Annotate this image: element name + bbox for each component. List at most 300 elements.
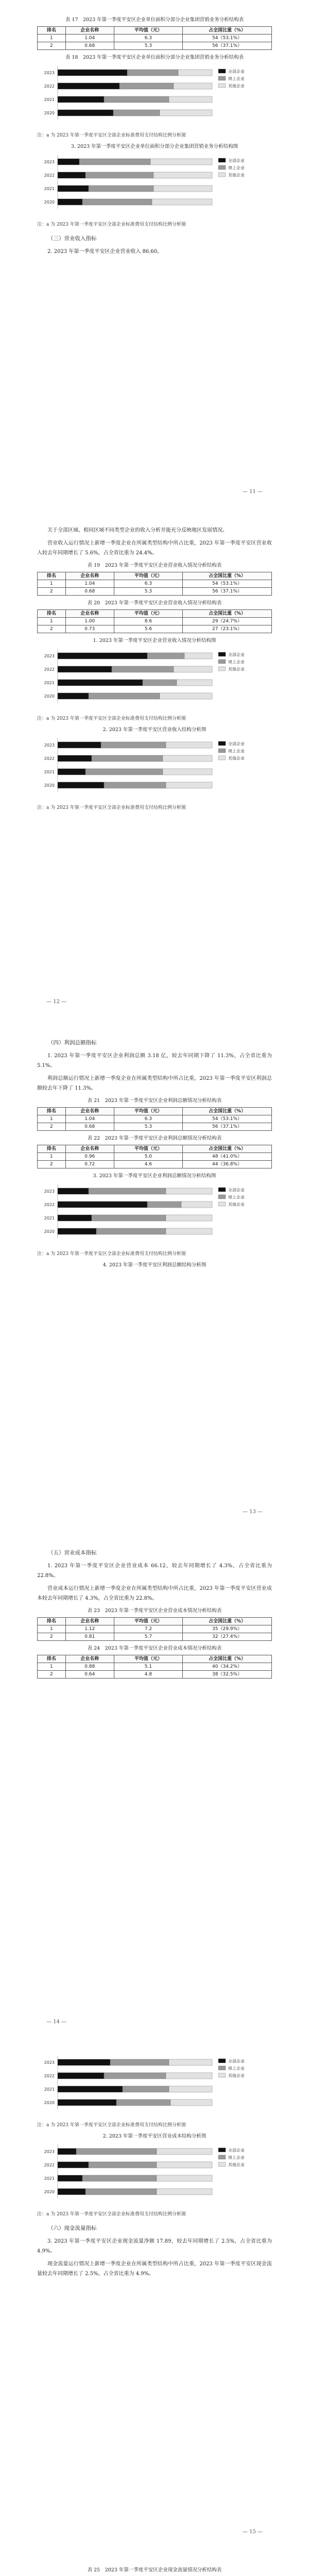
bar-segment (58, 653, 147, 659)
page-number: — 12 — (46, 999, 67, 1005)
bar-chart (37, 647, 272, 713)
bar-segment (58, 2059, 110, 2065)
chart-note: 注：a 为 2023 年第一季度平安区全部企业标准费用支付结构比例分析图 (37, 805, 186, 810)
bar-segment (127, 70, 178, 76)
body-paragraph: 1. 2023 年第一季度平安区企业营业成本 66.12，较去年同期增长了 4.3%，占全省比重为 22.8%。 (37, 1563, 272, 1579)
body-paragraph: 关于全部区域、相同区域不同类型企业的收入分析并能充分反映地区发展情况。 (47, 528, 228, 533)
figure-caption: 表 25 2023 年第一季度平安区企业现金流量情况分析结构表 (87, 2567, 222, 2573)
body-paragraph: 营业成本运行情况上新增一季度企业在所属类型结构中所占比重，2023 年第一季度平安区营业成本较去年同期增长了 4.3%，占全省比重为 22.8%。 (37, 1586, 272, 1601)
bar-segment (58, 2099, 116, 2106)
bar-segment (58, 159, 79, 165)
category-label: 2022 (44, 173, 55, 178)
category-label: 2020 (44, 200, 55, 205)
bar-segment (58, 1228, 96, 1234)
legend-swatch (218, 652, 226, 656)
table-cell: 5.1 (114, 1663, 182, 1671)
legend-label: 规上企业 (228, 2155, 245, 2160)
bar-segment (89, 693, 160, 699)
bar-segment (157, 2148, 212, 2155)
report-page (0, 1020, 309, 1530)
legend-label: 全部企业 (228, 741, 245, 747)
table-cell: 48（41.0%） (183, 1153, 272, 1161)
legend-swatch (218, 2066, 226, 2070)
bar-segment (58, 2189, 85, 2195)
legend-swatch (218, 2162, 226, 2166)
bar-segment (58, 2086, 123, 2092)
category-label: 2020 (44, 2190, 55, 2194)
table-cell: 40（34.2%） (183, 1663, 272, 1671)
table-cell: 4.6 (114, 1161, 182, 1168)
figure-caption: 2. 2023 年第一季度平安区营业成本结构分析图 (102, 2133, 207, 2139)
table-cell: 1.12 (65, 1625, 114, 1633)
table-cell: 0.96 (65, 1153, 114, 1161)
table-cell: 27（23.1%） (183, 625, 272, 633)
bar-segment (58, 742, 101, 748)
table-cell: 38（32.5%） (183, 1671, 272, 1679)
bar-segment (92, 755, 163, 761)
table-cell: 0.68 (65, 588, 114, 596)
table-row (38, 1671, 272, 1679)
table-header-cell: 企业名称 (65, 610, 114, 618)
figure-caption: 2. 2023 年第一季度平安区营业收入结构分析图 (102, 727, 207, 733)
figure-caption: 表 17 2023 年第一季度平安区企业单位面积分部分企业集团营销业务分析结构表 (65, 17, 244, 23)
category-label: 2021 (44, 97, 55, 102)
category-label: 2021 (44, 2176, 55, 2181)
legend-swatch (218, 1188, 226, 1192)
table-cell: 5.3 (114, 1123, 182, 1131)
data-table (37, 1145, 272, 1168)
report-page (0, 0, 309, 510)
table-header-cell: 平均值（元） (114, 1145, 182, 1153)
bar-segment (101, 742, 166, 748)
bar-segment (178, 70, 212, 76)
bar-segment (58, 96, 104, 103)
bar-segment (169, 2086, 212, 2092)
bar-segment (58, 185, 89, 192)
category-label: 2022 (44, 667, 55, 672)
figure-caption: 表 24 2023 年第一季度平安区企业营业成本情况分析结构表 (87, 1646, 222, 1651)
bar-segment (89, 2162, 157, 2168)
category-label: 2021 (44, 2087, 55, 2092)
figure-caption: 表 21 2023 年第一季度平安区企业利润总额情况分析结构表 (87, 1098, 222, 1104)
legend-label: 其他企业 (228, 173, 245, 178)
bar-segment (119, 83, 174, 89)
table-header-cell: 占全国比重（%） (183, 572, 272, 580)
bar-segment (85, 172, 153, 178)
bar-segment (150, 159, 212, 165)
table-cell: 6.3 (114, 35, 182, 42)
legend-swatch (218, 1195, 226, 1199)
table-header-cell: 排名 (38, 572, 66, 580)
table-cell: 0.72 (65, 1161, 114, 1168)
legend-label: 其他企业 (228, 667, 245, 672)
bar-segment (112, 666, 174, 672)
legend-swatch (218, 2155, 226, 2159)
bar-segment (153, 172, 212, 178)
bar-segment (58, 782, 104, 788)
bar-segment (58, 70, 127, 76)
category-label: 2023 (44, 1189, 55, 1194)
table-row (38, 625, 272, 633)
table-header-cell: 占全国比重（%） (183, 1145, 272, 1153)
table-cell: 1.00 (65, 618, 114, 625)
table-cell: 0.68 (65, 1123, 114, 1131)
table-cell: 8.6 (114, 618, 182, 625)
table-cell: 1 (38, 1663, 66, 1671)
bar-segment (123, 2086, 169, 2092)
table-header-cell: 排名 (38, 1655, 66, 1663)
legend-swatch (218, 173, 226, 177)
bar-segment (147, 1201, 181, 1208)
chart-note: 注：a 为 2023 年第一季度平安区全部企业标准费用支付结构比例分析图 (37, 716, 186, 721)
category-label: 2023 (44, 2060, 55, 2065)
body-paragraph: 2. 2023 年第一季度平安区企业营业收入 86.60。 (47, 249, 163, 255)
bar-segment (58, 83, 119, 89)
body-paragraph: 现金流量运行情况上新增一季度企业在所属类型结构中所占比重，2023 年第一季度平安区现金流量较去年同期增长了 2.5%，占全省比重为 4.9%。 (37, 2261, 272, 2277)
bar-segment (177, 680, 212, 686)
legend-swatch (218, 2148, 226, 2152)
table-cell: 56（37.1%） (183, 42, 272, 50)
table-row (38, 35, 272, 42)
category-label: 2022 (44, 2163, 55, 2167)
bar-segment (166, 1215, 212, 1221)
figure-caption: 表 20 2023 年第一季度平安区企业营业收入情况分析结构表 (87, 600, 222, 606)
table-row (38, 1625, 272, 1633)
table-cell: 2 (38, 588, 66, 596)
legend-swatch (218, 165, 226, 170)
table-cell: 5.7 (114, 1633, 182, 1641)
legend-swatch (218, 741, 226, 745)
figure-caption: 1. 2023 年第一季度平安区企业营业收入情况分析结构图 (93, 638, 216, 643)
bar-segment (58, 769, 85, 775)
bar-segment (163, 755, 212, 761)
category-label: 2021 (44, 770, 55, 774)
table-cell: 35（29.9%） (183, 1625, 272, 1633)
bar-segment (104, 2073, 166, 2079)
table-cell: 0.68 (65, 42, 114, 50)
category-label: 2023 (44, 743, 55, 748)
bar-segment (181, 1201, 212, 1208)
table-cell: 1 (38, 1153, 66, 1161)
chart-note: 注：a 为 2023 年第一季度平安区全部企业标准费用支付结构比例分析图 (37, 2123, 186, 2128)
table-header-cell: 平均值（元） (114, 572, 182, 580)
report-page (0, 2040, 309, 2550)
bar-segment (58, 755, 92, 761)
category-label: 2022 (44, 1202, 55, 1207)
bar-chart (37, 153, 272, 219)
legend-swatch (218, 69, 226, 73)
legend-label: 其他企业 (228, 83, 245, 89)
body-paragraph: 1. 2023 年第一季度平安区企业利润总额 3.18 亿，较去年同期下降了 11.3%，占全省比重为 5.1%。 (37, 1053, 272, 1069)
bar-segment (169, 2059, 212, 2065)
bar-chart (37, 1182, 272, 1248)
bar-segment (174, 666, 212, 672)
bar-segment (170, 2099, 212, 2106)
table-header-cell: 排名 (38, 1108, 66, 1115)
bar-segment (58, 110, 113, 116)
bar-chart (37, 2054, 272, 2120)
bar-segment (58, 1201, 147, 1208)
legend-label: 规上企业 (228, 76, 245, 81)
table-cell: 1 (38, 580, 66, 588)
data-table (37, 1617, 272, 1641)
table-cell: 1 (38, 35, 66, 42)
table-row (38, 1663, 272, 1671)
chart-note: 注：a 为 2023 年第一季度平安区全部企业标准费用支付结构比例分析图 (37, 222, 186, 227)
figure-caption: 表 19 2023 年第一季度平安区企业营业收入情况分析结构表 (87, 563, 222, 568)
table-row (38, 580, 272, 588)
bar-segment (58, 199, 82, 205)
bar-segment (157, 2162, 212, 2168)
category-label: 2020 (44, 783, 55, 788)
body-paragraph: 利润总额运行情况上新增一季度企业在所属类型结构中所占比重，2023 年第一季度平安区利润总额较去年下降了 11.3%。 (37, 1076, 272, 1091)
report-page (0, 1530, 309, 2040)
legend-swatch (218, 158, 226, 162)
table-header-cell: 排名 (38, 1618, 66, 1625)
bar-segment (110, 2059, 169, 2065)
page-number: — 15 — (242, 2529, 263, 2535)
category-label: 2020 (44, 111, 55, 115)
bar-segment (79, 159, 150, 165)
table-header-cell: 平均值（元） (114, 27, 182, 35)
category-label: 2022 (44, 756, 55, 761)
legend-swatch (218, 76, 226, 80)
bar-segment (166, 742, 212, 748)
bar-segment (96, 1228, 166, 1234)
bar-chart (37, 64, 272, 130)
table-cell: 1 (38, 1115, 66, 1123)
legend-label: 全部企业 (228, 1188, 245, 1193)
bar-segment (58, 2162, 89, 2168)
table-header-cell: 平均值（元） (114, 1618, 182, 1625)
table-cell: 2 (38, 625, 66, 633)
table-header-cell: 企业名称 (65, 1145, 114, 1153)
bar-segment (58, 1188, 89, 1194)
legend-label: 规上企业 (228, 1195, 245, 1200)
table-header-cell: 平均值（元） (114, 1655, 182, 1663)
table-cell: 54（53.1%） (183, 35, 272, 42)
table-cell: 0.64 (65, 1671, 114, 1679)
category-label: 2023 (44, 160, 55, 164)
category-label: 2021 (44, 681, 55, 685)
bar-chart (37, 2143, 272, 2209)
bar-segment (143, 680, 177, 686)
table-row (38, 42, 272, 50)
bar-segment (160, 110, 212, 116)
table-cell: 0.73 (65, 625, 114, 633)
bar-segment (76, 2148, 157, 2155)
table-cell: 5.3 (114, 42, 182, 50)
body-paragraph: 3. 2023 年第一季度平安区企业现金流量净额 17.89，较去年同期增长了 2.5%，占全省比重为 4.9%。 (37, 2239, 272, 2254)
table-cell: 54（53.1%） (183, 1115, 272, 1123)
category-label: 2022 (44, 84, 55, 89)
table-cell: 44（36.8%） (183, 1161, 272, 1168)
bar-segment (153, 185, 212, 192)
bar-segment (163, 769, 212, 775)
legend-swatch (218, 83, 226, 88)
data-table (37, 609, 272, 633)
table-cell: 5.6 (114, 625, 182, 633)
section-heading: （六）现金流量指标 (48, 2225, 97, 2231)
page-number: — 11 — (242, 489, 263, 495)
bar-segment (166, 1228, 212, 1234)
page-number: — 13 — (242, 1509, 263, 1515)
bar-segment (169, 96, 212, 103)
legend-label: 其他企业 (228, 756, 245, 761)
table-row (38, 1633, 272, 1641)
bar-segment (166, 2073, 212, 2079)
table-cell: 29（24.7%） (183, 618, 272, 625)
chart-note: 注：a 为 2023 年第一季度平安区全部企业标准费用支付结构比例分析图 (37, 2212, 186, 2217)
legend-label: 规上企业 (228, 165, 245, 171)
legend-swatch (218, 756, 226, 760)
figure-caption: 3. 2023 年第一季度平安区企业利润总额情况分析结构图 (93, 1173, 216, 1179)
category-label: 2023 (44, 654, 55, 658)
table-cell: 32（27.4%） (183, 1633, 272, 1641)
legend-label: 全部企业 (228, 158, 245, 163)
legend-swatch (218, 1202, 226, 1206)
table-header-cell: 占全国比重（%） (183, 27, 272, 35)
table-cell: 56（37.1%） (183, 588, 272, 596)
table-cell: 2 (38, 42, 66, 50)
table-cell: 5.3 (114, 588, 182, 596)
table-row (38, 1123, 272, 1131)
section-heading: （五）营业成本指标 (48, 1550, 97, 1556)
table-header-cell: 排名 (38, 1145, 66, 1153)
table-cell: 0.88 (65, 1663, 114, 1671)
table-cell: 6.3 (114, 580, 182, 588)
table-header-cell: 排名 (38, 610, 66, 618)
bar-segment (104, 782, 166, 788)
legend-label: 规上企业 (228, 749, 245, 754)
bar-segment (184, 653, 212, 659)
bar-segment (147, 653, 184, 659)
bar-segment (58, 2175, 82, 2181)
legend-swatch (218, 2059, 226, 2063)
bar-segment (116, 2099, 170, 2106)
legend-swatch (218, 749, 226, 753)
table-cell: 2 (38, 1633, 66, 1641)
bar-segment (58, 2073, 104, 2079)
data-table (37, 26, 272, 50)
page-number: — 14 — (46, 2019, 67, 2025)
table-cell: 1 (38, 1625, 66, 1633)
table-cell: 4.8 (114, 1671, 182, 1679)
bar-segment (166, 1188, 212, 1194)
figure-caption: 3. 2023 年第一季度平安区企业单位面积分部分企业集团营销业务分析结构图 (71, 144, 238, 149)
table-cell: 56（37.1%） (183, 1123, 272, 1131)
figure-caption: 表 23 2023 年第一季度平安区企业营业成本情况分析结构表 (87, 1608, 222, 1614)
body-paragraph: 营业收入运行情况上新增一季度企业在所属类型结构中所占比重，2023 年第一季度平安区营业收入较去年同期增长了 5.6%，占全省比重为 24.4%。 (37, 540, 272, 556)
legend-label: 全部企业 (228, 2148, 245, 2153)
table-cell: 7.2 (114, 1625, 182, 1633)
report-page (0, 510, 309, 1020)
bar-segment (82, 199, 152, 205)
bar-segment (166, 782, 212, 788)
bar-segment (58, 680, 143, 686)
table-header-cell: 平均值（元） (114, 1108, 182, 1115)
table-row (38, 1115, 272, 1123)
bar-segment (113, 110, 160, 116)
table-header-cell: 占全国比重（%） (183, 1108, 272, 1115)
category-label: 2020 (44, 1229, 55, 1234)
bar-segment (160, 693, 212, 699)
table-header-cell: 占全国比重（%） (183, 1655, 272, 1663)
table-cell: 54（53.1%） (183, 580, 272, 588)
bar-segment (152, 199, 212, 205)
figure-caption: 4. 2023 年第一季度平安区利润总额结构分析图 (102, 1262, 207, 1268)
legend-label: 规上企业 (228, 2066, 245, 2071)
section-heading: （三）营业收入指标 (48, 235, 97, 242)
legend-label: 规上企业 (228, 659, 245, 665)
category-label: 2023 (44, 71, 55, 75)
table-row (38, 588, 272, 596)
legend-label: 全部企业 (228, 69, 245, 74)
legend-swatch (218, 667, 226, 671)
data-table (37, 1107, 272, 1131)
bar-segment (157, 2175, 212, 2181)
chart-note: 注：a 为 2023 年第一季度平安区全部企业标准费用支付结构比例分析图 (37, 1251, 186, 1257)
table-header-cell: 排名 (38, 27, 66, 35)
table-cell: 6.3 (114, 1115, 182, 1123)
table-row (38, 618, 272, 625)
category-label: 2021 (44, 1216, 55, 1221)
legend-label: 全部企业 (228, 2059, 245, 2064)
legend-label: 其他企业 (228, 2073, 245, 2078)
table-header-cell: 占全国比重（%） (183, 1618, 272, 1625)
table-cell: 1.04 (65, 35, 114, 42)
bar-chart (37, 736, 272, 802)
category-label: 2023 (44, 2149, 55, 2154)
table-header-cell: 企业名称 (65, 1655, 114, 1663)
bar-segment (92, 1215, 166, 1221)
chart-note: 注：a 为 2023 年第一季度平安区全部企业标准费用支付结构比例分析图 (37, 133, 186, 138)
figure-caption: 表 18 2023 年第一季度平安区企业单位面积分部分企业集团营销业务分析结构表 (65, 55, 244, 60)
table-header-cell: 占全国比重（%） (183, 610, 272, 618)
legend-label: 全部企业 (228, 652, 245, 657)
category-label: 2022 (44, 2074, 55, 2078)
table-cell: 1 (38, 618, 66, 625)
legend-label: 其他企业 (228, 1202, 245, 1207)
table-row (38, 1153, 272, 1161)
bar-segment (85, 2189, 157, 2195)
bar-segment (89, 1188, 166, 1194)
data-table (37, 572, 272, 596)
legend-label: 其他企业 (228, 2162, 245, 2167)
table-cell: 0.81 (65, 1633, 114, 1641)
legend-swatch (218, 659, 226, 664)
table-cell: 5.0 (114, 1153, 182, 1161)
bar-segment (82, 2175, 157, 2181)
table-row (38, 1161, 272, 1168)
bar-segment (58, 666, 112, 672)
bar-segment (157, 2189, 212, 2195)
section-heading: （四）利润总额指标 (48, 1040, 97, 1046)
report-page (0, 2550, 309, 2576)
category-label: 2021 (44, 187, 55, 191)
data-table (37, 1655, 272, 1679)
table-header-cell: 企业名称 (65, 572, 114, 580)
table-cell: 1.04 (65, 1115, 114, 1123)
bar-segment (174, 83, 212, 89)
table-header-cell: 企业名称 (65, 1618, 114, 1625)
bar-segment (58, 2148, 76, 2155)
category-label: 2020 (44, 694, 55, 699)
table-cell: 2 (38, 1123, 66, 1131)
bar-segment (58, 172, 85, 178)
bar-segment (104, 96, 169, 103)
table-cell: 2 (38, 1671, 66, 1679)
